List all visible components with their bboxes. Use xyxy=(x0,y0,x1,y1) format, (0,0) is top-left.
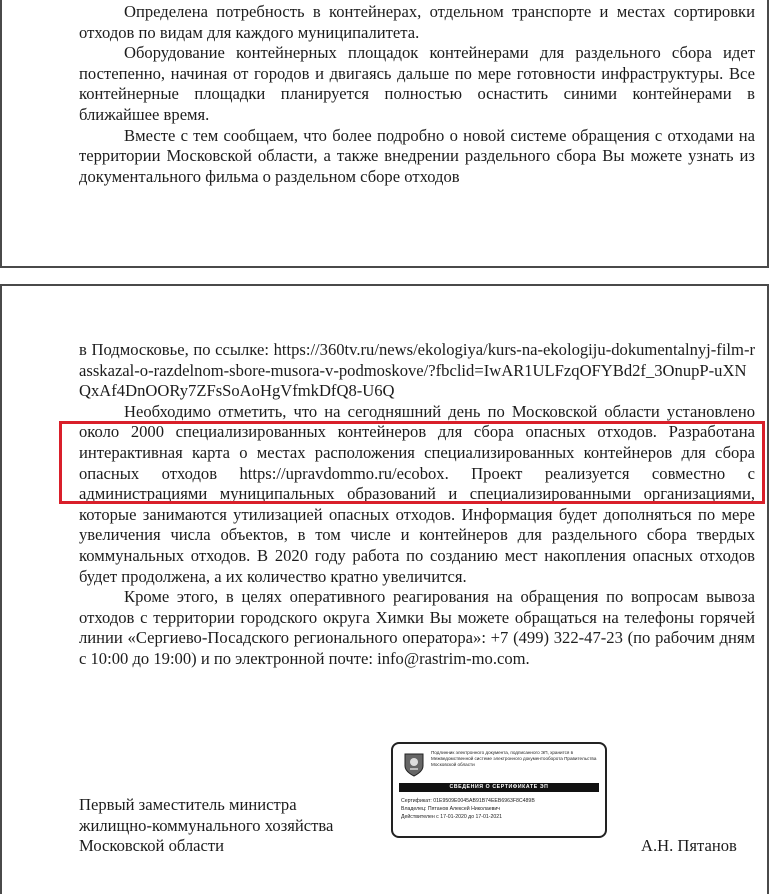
position-line: Московской области xyxy=(79,836,225,856)
page-top-text xyxy=(79,2,755,187)
signatory-position xyxy=(79,795,333,857)
paragraph-container-need-end xyxy=(79,2,755,43)
signer-name: А.Н. Пятанов xyxy=(641,836,737,855)
paragraph-text: Проект реализуется совместно с администрациями муниципальных образований и специализированными организациями, которые занимаются утилизацией опасных отходов. Информация будет дополняться по мере увеличения числа объектов, в том числе и контейнеров для раздельного сбора твердых коммунальных отходов. В 2020 году работа по созданию мест накопления опасных отходов будет продолжена, а их количество кратно увеличится. xyxy=(79,463,756,586)
position-line: жилищно-коммунального хозяйства xyxy=(79,815,334,835)
film-link[interactable]: https://360tv.ru/news/ekologiya/kurs-na-ekologiju-dokumentalnyj-film-rasskazal-o-razdelnom-sbore-musora-v-podmoskove/?fbclid=IwAR1ULFzqOFYBd2f_3OnupP-uXNQxAf4DnOORy7ZFsSoAoHgVfmkDfQ8-U6Q xyxy=(79,340,755,401)
stamp-certificate: Сертификат: 01E9509E0045AB91B74EEB6963F8C489B xyxy=(401,798,535,804)
stamp-header: СВЕДЕНИЯ О СЕРТИФИКАТЕ ЭП xyxy=(399,783,599,792)
stamp-validity: Действителен с 17-01-2020 до 17-01-2021 xyxy=(401,814,503,820)
paragraph-film-link xyxy=(79,340,755,402)
paragraph-hotline xyxy=(79,587,755,669)
highlighted-text: Необходимо отметить, что на сегодняшний день по Московской области установлено около 2000 специализированных контейнеров для сбора опасных отходов. Разработана интерактивная карта о местах расположения специализированных контейнеров для сбора опасных отходов https://upravdommo.ru/ecobox. xyxy=(79,401,755,483)
paragraph-text: Оборудование контейнерных площадок контейнерами для раздельного сбора идет постепенно, начиная от городов и двигаясь дальше по мере готовности инфраструктуры. Все контейнерные площадки планируется полностью оснастить синими контейнерами в ближайшее время. xyxy=(79,43,755,124)
paragraph-text: Кроме этого, в целях оперативного реагирования на обращения по вопросам вывоза отходов с территории городского округа Химки Вы можете обращаться на телефоны горячей линии «Сергиево-Посадского регионального оператора»: +7 (499) 322-47-23 (по рабочим дням с 10:00 до 19:00) и по электронной почте: info@rastrim-mo.com. xyxy=(79,587,755,668)
stamp-note: Подлинник электронного документа, подписанного ЭП, хранится в Межведомственной системе электронного документооборота Правительства Московской области xyxy=(431,750,597,767)
coat-of-arms-icon xyxy=(403,752,425,778)
electronic-signature-stamp xyxy=(391,742,607,838)
paragraph-hazardous-containers xyxy=(79,402,755,587)
page-bottom-text xyxy=(79,340,755,670)
paragraph-equipment xyxy=(79,43,755,125)
paragraph-text: Определена потребность в контейнерах, отдельном транспорте и местах сортировки отходов по видам для каждого муниципалитета. xyxy=(79,2,755,42)
paragraph-text: в Подмосковье, по ссылке: xyxy=(79,340,274,359)
paragraph-film-intro xyxy=(79,126,755,188)
stamp-details xyxy=(401,797,601,821)
paragraph-text: Вместе с тем сообщаем, что более подробно о новой системе обращения с отходами на территории Московской области, а также внедрении раздельного сбора Вы можете узнать из документального фильма о раздельном сборе отходов xyxy=(79,125,755,186)
position-line: Первый заместитель министра xyxy=(79,795,297,814)
page-separator xyxy=(0,268,769,284)
stamp-owner: Владелец: Пятанов Алексей Николаевич xyxy=(401,806,500,812)
